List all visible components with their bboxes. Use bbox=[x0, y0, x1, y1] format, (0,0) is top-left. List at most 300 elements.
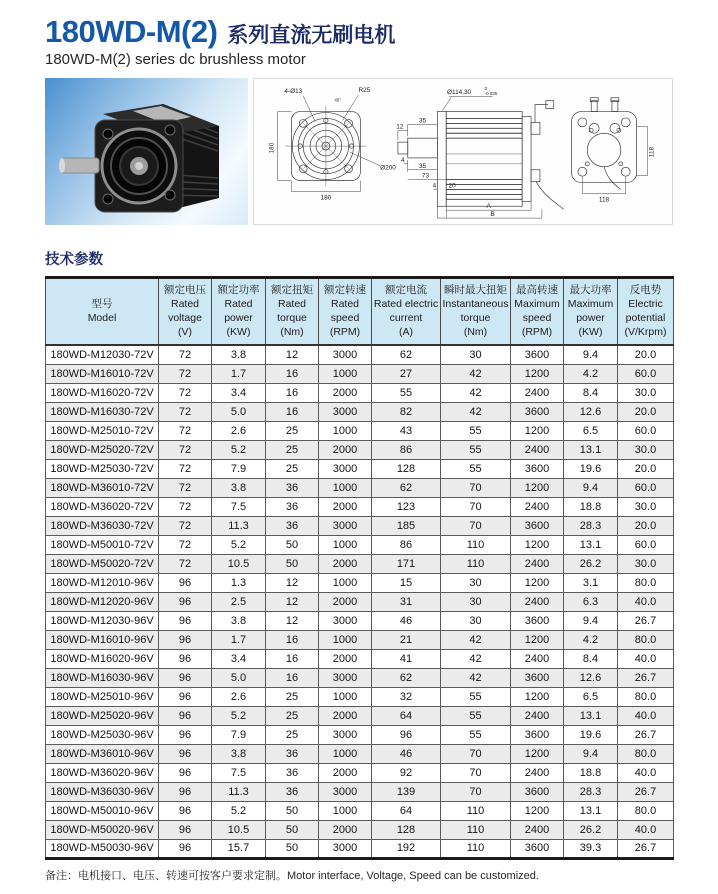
column-header-line: 最大功率 bbox=[569, 284, 612, 296]
value-cell: 32 bbox=[372, 687, 441, 706]
model-cell: 180WD-M16020-72V bbox=[46, 383, 159, 402]
series-title-cn: 系列直流无刷电机 bbox=[227, 24, 396, 47]
value-cell: 7.9 bbox=[212, 725, 266, 744]
value-cell: 18.8 bbox=[564, 497, 618, 516]
value-cell: 96 bbox=[159, 744, 212, 763]
value-cell: 6.5 bbox=[564, 421, 618, 440]
value-cell: 2400 bbox=[511, 706, 564, 725]
value-cell: 1000 bbox=[319, 744, 372, 763]
value-cell: 12 bbox=[266, 611, 319, 630]
model-cell: 180WD-M25030-72V bbox=[46, 459, 159, 478]
value-cell: 3.8 bbox=[212, 478, 266, 497]
table-row bbox=[46, 421, 674, 440]
table-row bbox=[46, 573, 674, 592]
value-cell: 96 bbox=[159, 725, 212, 744]
value-cell: 96 bbox=[159, 782, 212, 801]
column-header bbox=[319, 278, 372, 346]
value-cell: 20.0 bbox=[618, 459, 674, 478]
column-header-line: 额定电流 bbox=[385, 284, 427, 296]
value-cell: 2000 bbox=[319, 440, 372, 459]
value-cell: 36 bbox=[266, 744, 319, 763]
value-cell: 6.5 bbox=[564, 687, 618, 706]
table-row bbox=[46, 687, 674, 706]
value-cell: 31 bbox=[372, 592, 441, 611]
value-cell: 13.1 bbox=[564, 706, 618, 725]
technical-drawings bbox=[253, 78, 673, 225]
value-cell: 3.8 bbox=[212, 744, 266, 763]
value-cell: 123 bbox=[372, 497, 441, 516]
value-cell: 96 bbox=[159, 763, 212, 782]
value-cell: 2.5 bbox=[212, 592, 266, 611]
value-cell: 96 bbox=[159, 592, 212, 611]
column-header-line: (Nm) bbox=[463, 325, 488, 338]
value-cell: 55 bbox=[372, 383, 441, 402]
column-header-line: Rated torque bbox=[277, 297, 307, 324]
table-row bbox=[46, 630, 674, 649]
value-cell: 80.0 bbox=[618, 801, 674, 820]
value-cell: 21 bbox=[372, 630, 441, 649]
page-title bbox=[45, 14, 673, 50]
value-cell: 4.2 bbox=[564, 364, 618, 383]
column-header-line: (KW) bbox=[578, 325, 603, 338]
column-header bbox=[441, 278, 511, 346]
value-cell: 96 bbox=[159, 820, 212, 839]
value-cell: 2.6 bbox=[212, 421, 266, 440]
column-header-line: (V/Krpm) bbox=[624, 325, 667, 338]
column-header-line: Rated voltage bbox=[168, 297, 202, 324]
value-cell: 2000 bbox=[319, 554, 372, 573]
model-cell: 180WD-M25030-96V bbox=[46, 725, 159, 744]
column-header-line: (KW) bbox=[226, 325, 251, 338]
rear-height-label: 118 bbox=[648, 146, 656, 158]
model-cell: 180WD-M36020-72V bbox=[46, 497, 159, 516]
model-cell: 180WD-M50030-96V bbox=[46, 839, 159, 858]
value-cell: 64 bbox=[372, 706, 441, 725]
table-row bbox=[46, 364, 674, 383]
value-cell: 3.4 bbox=[212, 383, 266, 402]
value-cell: 96 bbox=[159, 687, 212, 706]
value-cell: 62 bbox=[372, 478, 441, 497]
value-cell: 25 bbox=[266, 440, 319, 459]
value-cell: 40.0 bbox=[618, 763, 674, 782]
value-cell: 41 bbox=[372, 649, 441, 668]
value-cell: 9.4 bbox=[564, 744, 618, 763]
value-cell: 42 bbox=[441, 630, 511, 649]
value-cell: 1000 bbox=[319, 421, 372, 440]
value-cell: 2.6 bbox=[212, 687, 266, 706]
value-cell: 3600 bbox=[511, 459, 564, 478]
value-cell: 80.0 bbox=[618, 687, 674, 706]
table-row bbox=[46, 706, 674, 725]
value-cell: 26.2 bbox=[564, 554, 618, 573]
table-row bbox=[46, 592, 674, 611]
column-header-line: 额定功率 bbox=[217, 284, 260, 296]
value-cell: 3000 bbox=[319, 668, 372, 687]
side-view bbox=[398, 97, 564, 218]
value-cell: 72 bbox=[159, 554, 212, 573]
model-cell: 180WD-M16020-96V bbox=[46, 649, 159, 668]
dimension-drawings bbox=[254, 79, 672, 224]
value-cell: 2400 bbox=[511, 383, 564, 402]
value-cell: 8.4 bbox=[564, 383, 618, 402]
model-cell: 180WD-M36010-96V bbox=[46, 744, 159, 763]
value-cell: 72 bbox=[159, 516, 212, 535]
value-cell: 36 bbox=[266, 782, 319, 801]
figures-row bbox=[45, 78, 673, 225]
value-cell: 1200 bbox=[511, 687, 564, 706]
value-cell: 36 bbox=[266, 478, 319, 497]
value-cell: 3.8 bbox=[212, 345, 266, 364]
column-header-line: (Nm) bbox=[280, 325, 304, 338]
value-cell: 1200 bbox=[511, 630, 564, 649]
column-header-line: 额定电压 bbox=[164, 284, 206, 296]
value-cell: 70 bbox=[441, 744, 511, 763]
value-cell: 2400 bbox=[511, 763, 564, 782]
model-cell: 180WD-M36030-72V bbox=[46, 516, 159, 535]
value-cell: 50 bbox=[266, 554, 319, 573]
value-cell: 13.1 bbox=[564, 801, 618, 820]
value-cell: 3.8 bbox=[212, 611, 266, 630]
value-cell: 3000 bbox=[319, 782, 372, 801]
value-cell: 28.3 bbox=[564, 782, 618, 801]
page-header bbox=[0, 0, 718, 68]
column-header-line: (RPM) bbox=[521, 325, 553, 338]
value-cell: 70 bbox=[441, 763, 511, 782]
value-cell: 15.7 bbox=[212, 839, 266, 858]
value-cell: 2400 bbox=[511, 649, 564, 668]
value-cell: 72 bbox=[159, 421, 212, 440]
value-cell: 96 bbox=[159, 611, 212, 630]
table-row bbox=[46, 440, 674, 459]
value-cell: 3600 bbox=[511, 725, 564, 744]
value-cell: 64 bbox=[372, 801, 441, 820]
column-header-line: Model bbox=[87, 311, 117, 324]
value-cell: 7.5 bbox=[212, 497, 266, 516]
table-row bbox=[46, 649, 674, 668]
value-cell: 86 bbox=[372, 535, 441, 554]
value-cell: 40.0 bbox=[618, 820, 674, 839]
value-cell: 36 bbox=[266, 763, 319, 782]
column-header-line: 最高转速 bbox=[516, 284, 558, 296]
value-cell: 128 bbox=[372, 459, 441, 478]
value-cell: 26.7 bbox=[618, 668, 674, 687]
value-cell: 2000 bbox=[319, 649, 372, 668]
column-header-line: Instantaneous torque bbox=[442, 297, 509, 324]
value-cell: 72 bbox=[159, 345, 212, 364]
column-header-line: Rated electric current bbox=[373, 297, 439, 324]
value-cell: 80.0 bbox=[618, 630, 674, 649]
column-header bbox=[266, 278, 319, 346]
value-cell: 96 bbox=[159, 630, 212, 649]
value-cell: 70 bbox=[441, 497, 511, 516]
side-dim-4b: 4 bbox=[432, 182, 437, 190]
value-cell: 1000 bbox=[319, 801, 372, 820]
value-cell: 25 bbox=[266, 459, 319, 478]
value-cell: 96 bbox=[372, 725, 441, 744]
model-cell: 180WD-M50020-96V bbox=[46, 820, 159, 839]
value-cell: 96 bbox=[159, 801, 212, 820]
value-cell: 62 bbox=[372, 668, 441, 687]
column-header bbox=[372, 278, 441, 346]
model-cell: 180WD-M12020-96V bbox=[46, 592, 159, 611]
table-row bbox=[46, 744, 674, 763]
value-cell: 20.0 bbox=[618, 402, 674, 421]
column-header bbox=[511, 278, 564, 346]
front-height-label: 180 bbox=[268, 142, 276, 154]
value-cell: 3000 bbox=[319, 839, 372, 858]
value-cell: 27 bbox=[372, 364, 441, 383]
value-cell: 40.0 bbox=[618, 592, 674, 611]
value-cell: 1.7 bbox=[212, 630, 266, 649]
value-cell: 1200 bbox=[511, 573, 564, 592]
value-cell: 72 bbox=[159, 440, 212, 459]
value-cell: 46 bbox=[372, 611, 441, 630]
value-cell: 10.5 bbox=[212, 820, 266, 839]
value-cell: 1.7 bbox=[212, 364, 266, 383]
value-cell: 86 bbox=[372, 440, 441, 459]
table-row bbox=[46, 478, 674, 497]
model-cell: 180WD-M50010-72V bbox=[46, 535, 159, 554]
value-cell: 55 bbox=[441, 706, 511, 725]
table-row bbox=[46, 535, 674, 554]
value-cell: 70 bbox=[441, 478, 511, 497]
value-cell: 19.6 bbox=[564, 725, 618, 744]
value-cell: 40.0 bbox=[618, 649, 674, 668]
value-cell: 72 bbox=[159, 497, 212, 516]
spec-table-header-row bbox=[46, 278, 674, 346]
value-cell: 1000 bbox=[319, 364, 372, 383]
column-header-line: Maximum speed bbox=[514, 297, 560, 324]
value-cell: 9.4 bbox=[564, 478, 618, 497]
model-cell: 180WD-M25010-72V bbox=[46, 421, 159, 440]
value-cell: 11.3 bbox=[212, 516, 266, 535]
value-cell: 2400 bbox=[511, 820, 564, 839]
value-cell: 110 bbox=[441, 535, 511, 554]
value-cell: 72 bbox=[159, 535, 212, 554]
value-cell: 3000 bbox=[319, 345, 372, 364]
value-cell: 30.0 bbox=[618, 497, 674, 516]
column-header bbox=[159, 278, 212, 346]
side-dim-4a: 4 bbox=[401, 156, 405, 164]
value-cell: 1200 bbox=[511, 744, 564, 763]
value-cell: 39.3 bbox=[564, 839, 618, 858]
column-header-line: 型号 bbox=[91, 297, 113, 310]
value-cell: 26.7 bbox=[618, 611, 674, 630]
value-cell: 1.3 bbox=[212, 573, 266, 592]
value-cell: 25 bbox=[266, 687, 319, 706]
value-cell: 9.4 bbox=[564, 611, 618, 630]
value-cell: 55 bbox=[441, 459, 511, 478]
value-cell: 16 bbox=[266, 364, 319, 383]
value-cell: 5.2 bbox=[212, 801, 266, 820]
value-cell: 7.5 bbox=[212, 763, 266, 782]
column-header-line: 反电势 bbox=[629, 284, 662, 296]
value-cell: 43 bbox=[372, 421, 441, 440]
table-row bbox=[46, 782, 674, 801]
side-dim-73: 73 bbox=[421, 172, 430, 180]
value-cell: 4.2 bbox=[564, 630, 618, 649]
table-row bbox=[46, 554, 674, 573]
side-tol-bot-label: -0.035 bbox=[484, 90, 498, 96]
value-cell: 128 bbox=[372, 820, 441, 839]
value-cell: 50 bbox=[266, 839, 319, 858]
value-cell: 60.0 bbox=[618, 478, 674, 497]
motor-illustration bbox=[45, 78, 248, 225]
footnote: 备注：电机接口、电压、转速可按客户要求定制。Motor interface, Voltage, Speed can be customized. bbox=[45, 869, 539, 882]
value-cell: 50 bbox=[266, 535, 319, 554]
column-header-line: Maximum power bbox=[567, 297, 614, 324]
model-cell: 180WD-M25010-96V bbox=[46, 687, 159, 706]
value-cell: 96 bbox=[159, 668, 212, 687]
value-cell: 2400 bbox=[511, 554, 564, 573]
value-cell: 6.3 bbox=[564, 592, 618, 611]
value-cell: 36 bbox=[266, 497, 319, 516]
value-cell: 110 bbox=[441, 801, 511, 820]
value-cell: 171 bbox=[372, 554, 441, 573]
value-cell: 8.4 bbox=[564, 649, 618, 668]
value-cell: 96 bbox=[159, 706, 212, 725]
model-cell: 180WD-M36030-96V bbox=[46, 782, 159, 801]
model-cell: 180WD-M16030-72V bbox=[46, 402, 159, 421]
table-row bbox=[46, 383, 674, 402]
table-row bbox=[46, 801, 674, 820]
table-row bbox=[46, 516, 674, 535]
value-cell: 42 bbox=[441, 668, 511, 687]
value-cell: 12 bbox=[266, 345, 319, 364]
value-cell: 70 bbox=[441, 516, 511, 535]
value-cell: 2400 bbox=[511, 497, 564, 516]
column-header-line: 额定转速 bbox=[324, 284, 366, 296]
value-cell: 72 bbox=[159, 364, 212, 383]
value-cell: 5.2 bbox=[212, 535, 266, 554]
value-cell: 20.0 bbox=[618, 516, 674, 535]
value-cell: 80.0 bbox=[618, 573, 674, 592]
value-cell: 12 bbox=[266, 573, 319, 592]
value-cell: 55 bbox=[441, 725, 511, 744]
value-cell: 30.0 bbox=[618, 554, 674, 573]
value-cell: 5.0 bbox=[212, 668, 266, 687]
value-cell: 60.0 bbox=[618, 364, 674, 383]
value-cell: 30 bbox=[441, 592, 511, 611]
value-cell: 3600 bbox=[511, 668, 564, 687]
table-row bbox=[46, 763, 674, 782]
value-cell: 42 bbox=[441, 402, 511, 421]
value-cell: 192 bbox=[372, 839, 441, 858]
model-cell: 180WD-M25020-96V bbox=[46, 706, 159, 725]
value-cell: 16 bbox=[266, 402, 319, 421]
side-dim-b: B bbox=[490, 211, 495, 219]
value-cell: 55 bbox=[441, 687, 511, 706]
value-cell: 42 bbox=[441, 364, 511, 383]
value-cell: 92 bbox=[372, 763, 441, 782]
value-cell: 16 bbox=[266, 668, 319, 687]
value-cell: 82 bbox=[372, 402, 441, 421]
value-cell: 3.4 bbox=[212, 649, 266, 668]
side-shaft-dia-label: Ø114.30 bbox=[446, 88, 472, 96]
value-cell: 3600 bbox=[511, 839, 564, 858]
model-cell: 180WD-M16010-96V bbox=[46, 630, 159, 649]
value-cell: 3600 bbox=[511, 402, 564, 421]
value-cell: 110 bbox=[441, 820, 511, 839]
side-dim-12: 12 bbox=[396, 123, 404, 131]
front-width-label: 180 bbox=[320, 194, 332, 202]
value-cell: 30 bbox=[441, 573, 511, 592]
value-cell: 55 bbox=[441, 440, 511, 459]
value-cell: 3600 bbox=[511, 782, 564, 801]
value-cell: 30 bbox=[441, 611, 511, 630]
value-cell: 20.0 bbox=[618, 345, 674, 364]
model-cell: 180WD-M25020-72V bbox=[46, 440, 159, 459]
column-header bbox=[46, 278, 159, 346]
value-cell: 30.0 bbox=[618, 440, 674, 459]
value-cell: 1200 bbox=[511, 801, 564, 820]
value-cell: 15 bbox=[372, 573, 441, 592]
value-cell: 16 bbox=[266, 383, 319, 402]
value-cell: 96 bbox=[159, 839, 212, 858]
spec-table bbox=[45, 276, 674, 860]
value-cell: 12.6 bbox=[564, 402, 618, 421]
value-cell: 3000 bbox=[319, 459, 372, 478]
value-cell: 96 bbox=[159, 573, 212, 592]
rear-width-label: 118 bbox=[598, 196, 610, 204]
value-cell: 5.2 bbox=[212, 440, 266, 459]
table-row bbox=[46, 839, 674, 858]
value-cell: 62 bbox=[372, 345, 441, 364]
value-cell: 25 bbox=[266, 706, 319, 725]
column-header-line: Rated power bbox=[224, 297, 253, 324]
value-cell: 30 bbox=[441, 345, 511, 364]
value-cell: 12.6 bbox=[564, 668, 618, 687]
column-header bbox=[212, 278, 266, 346]
value-cell: 40.0 bbox=[618, 706, 674, 725]
value-cell: 2400 bbox=[511, 592, 564, 611]
model-cell: 180WD-M12030-72V bbox=[46, 345, 159, 364]
column-header-line: Rated speed bbox=[330, 297, 360, 324]
side-dim-35a: 35 bbox=[418, 117, 427, 125]
value-cell: 25 bbox=[266, 421, 319, 440]
value-cell: 70 bbox=[441, 782, 511, 801]
value-cell: 5.2 bbox=[212, 706, 266, 725]
value-cell: 2000 bbox=[319, 706, 372, 725]
value-cell: 1000 bbox=[319, 535, 372, 554]
table-row bbox=[46, 820, 674, 839]
value-cell: 26.7 bbox=[618, 725, 674, 744]
value-cell: 72 bbox=[159, 459, 212, 478]
value-cell: 110 bbox=[441, 554, 511, 573]
value-cell: 11.3 bbox=[212, 782, 266, 801]
value-cell: 26.7 bbox=[618, 839, 674, 858]
section-title: 技术参数 bbox=[45, 252, 103, 268]
value-cell: 72 bbox=[159, 383, 212, 402]
series-code: 180WD-M(2) bbox=[45, 14, 218, 49]
value-cell: 28.3 bbox=[564, 516, 618, 535]
side-dim-35b: 35 bbox=[418, 162, 427, 170]
value-cell: 3.1 bbox=[564, 573, 618, 592]
side-dim-20: 20 bbox=[448, 182, 456, 190]
value-cell: 42 bbox=[441, 649, 511, 668]
value-cell: 25 bbox=[266, 725, 319, 744]
table-row bbox=[46, 345, 674, 364]
value-cell: 2000 bbox=[319, 592, 372, 611]
value-cell: 42 bbox=[441, 383, 511, 402]
value-cell: 3000 bbox=[319, 516, 372, 535]
model-cell: 180WD-M12010-96V bbox=[46, 573, 159, 592]
value-cell: 55 bbox=[441, 421, 511, 440]
value-cell: 60.0 bbox=[618, 421, 674, 440]
value-cell: 7.9 bbox=[212, 459, 266, 478]
value-cell: 5.0 bbox=[212, 402, 266, 421]
side-dim-a: A bbox=[486, 203, 491, 211]
